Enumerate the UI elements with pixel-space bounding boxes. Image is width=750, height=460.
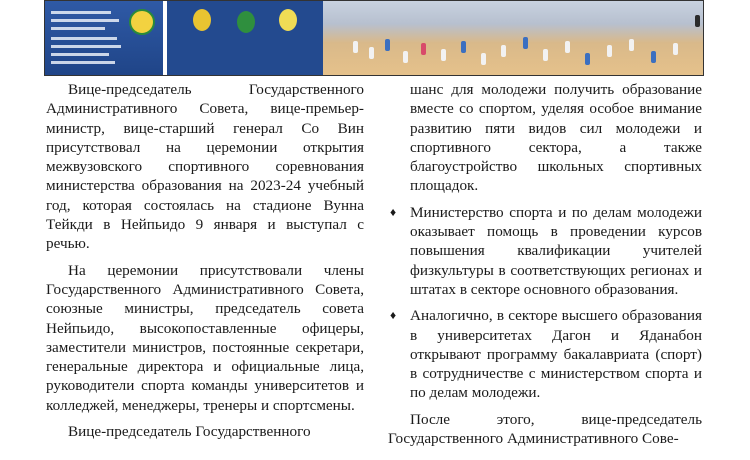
right-column (388, 80, 702, 448)
article-paragraph: Вице-председатель Государственного (68, 423, 311, 441)
flag-icon (193, 9, 211, 31)
myanmar-banner (45, 1, 163, 76)
event-photo (44, 0, 704, 76)
article-paragraph: Вице-председатель Государственного Административного Совета, вице-премьер-министр, вице-старший генерал Со Вин присутствовал на церемонии открытия межвузовского спортивного соревнования министерства образования на 2023-24 учебный год, которая состоялась на стадионе Вунна Тейкди в Нейпьидо 9 января и выступал с речью. (46, 81, 364, 253)
myanmar-emblem-icon (129, 9, 155, 35)
bullet-text: Министерство спорта и по делам молодежи оказывает помощь в проведении курсов повышения квалификации учителей физкультуры в соответствующих регионах и штатах в секторе основного образования. (410, 203, 702, 298)
article-paragraph: На церемонии присутствовали члены Государственного Административного Совета, союзные министры, председатель совета Нейпьидо, высокопоставленные офицеры, заместители министров, постоянные секретари, генеральные директора и официальные лица, руководители спорта команды университетов и колледжей, менеджеры, тренеры и спортсмены. (46, 261, 364, 414)
article-paragraph: шанс для молодежи получить образование вместе со спортом, уделяя особое внимание развитию пяти видов сил молодежи и спортивного сектора, а также благоустройство школьных спортивных площадок. (410, 81, 702, 195)
article-paragraph: После этого, вице-председатель Государственного Административного Сове- (388, 410, 702, 448)
bullet-text: Аналогично, в секторе высшего образования в университетах Дагон и Яданабон открывают программу бакалавриата (спорт) в сотрудничестве с министерством спорта и по делам молодежи. (410, 307, 702, 402)
bullet-icon: ♦ (390, 308, 397, 323)
flag-icon (237, 11, 255, 33)
bullet-item (388, 203, 702, 299)
stadium-field (323, 1, 703, 76)
flag-icon (279, 9, 297, 31)
bullet-icon: ♦ (390, 204, 397, 219)
bullet-item (388, 306, 702, 402)
left-column (46, 80, 364, 441)
flag-stand (167, 1, 323, 76)
